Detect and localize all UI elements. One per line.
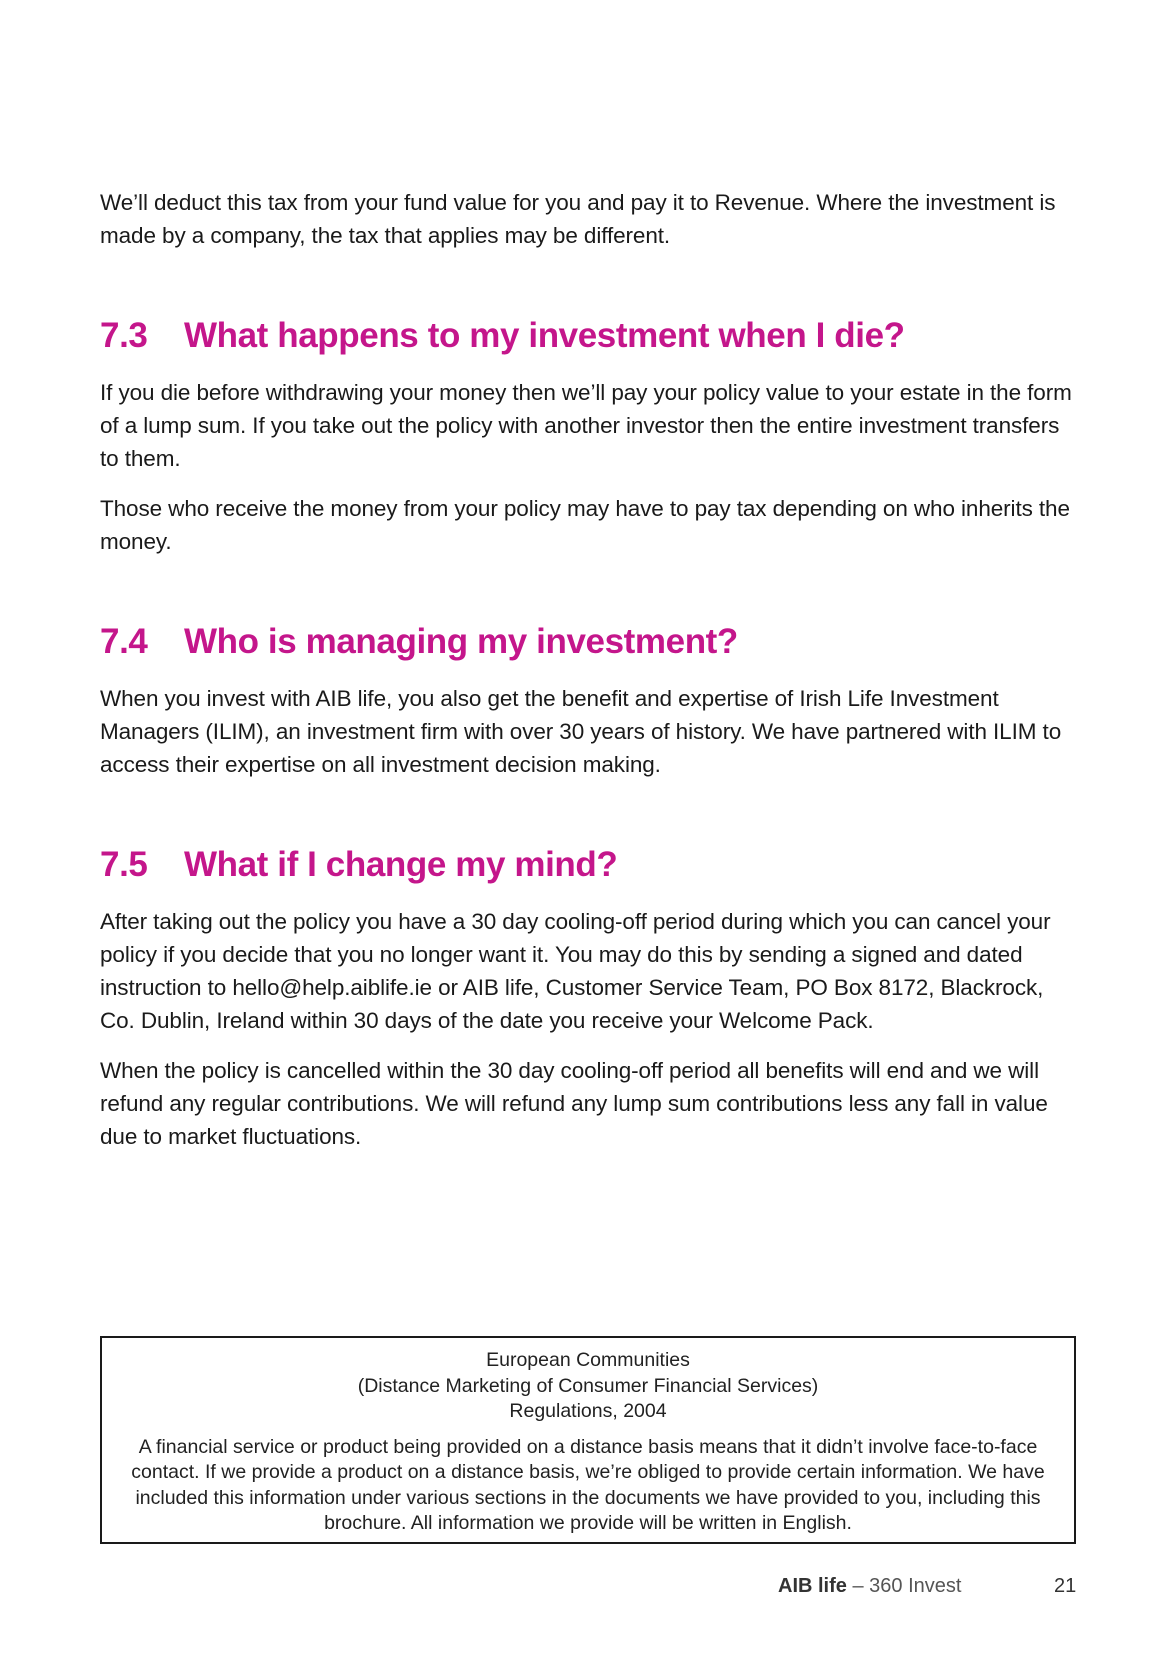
section-paragraph: If you die before withdrawing your money then we’ll pay your policy value to your estate in the form of a lump sum. If you take out the policy with another investor then the entire investment transfers to them. bbox=[100, 380, 1072, 471]
intro-paragraph: We’ll deduct this tax from your fund value for you and pay it to Revenue. Where the investment is made by a company, the tax that applies may be different. bbox=[100, 190, 1056, 248]
section-number: 7.3 bbox=[100, 316, 148, 355]
notice-title-line: European Communities bbox=[486, 1349, 690, 1371]
section-paragraph: When you invest with AIB life, you also get the benefit and expertise of Irish Life Investment Managers (ILIM), an investment firm with over 30 years of history. We have partnered with ILIM to access their expertise on all investment decision making. bbox=[100, 686, 1062, 777]
section-heading bbox=[100, 843, 1080, 887]
section-title: What if I change my mind? bbox=[184, 845, 618, 884]
section-paragraph: When the policy is cancelled within the 30 day cooling-off period all benefits will end and we will refund any regular contributions. We will refund any lump sum contributions less any fall in value due to market fluctuations. bbox=[100, 1058, 1048, 1149]
section-title: Who is managing my investment? bbox=[184, 622, 738, 661]
section-7-5 bbox=[100, 843, 1080, 1153]
footer-brand: AIB life bbox=[778, 1575, 847, 1597]
document-body bbox=[100, 186, 1080, 1153]
notice-title-line: Regulations, 2004 bbox=[509, 1400, 667, 1422]
regulatory-notice-box bbox=[100, 1336, 1076, 1544]
page-number: 21 bbox=[1054, 1575, 1077, 1597]
footer-separator: – bbox=[846, 1575, 870, 1597]
section-heading bbox=[100, 620, 1080, 664]
footer-product: 360 Invest bbox=[869, 1575, 962, 1597]
section-paragraph: After taking out the policy you have a 30 day cooling-off period during which you can cancel your policy if you decide that you no longer want it. You may do this by sending a signed and dated instruction to hello@help.aiblife.ie or AIB life, Customer Service Team, PO Box 8172, Blackrock, Co. Dublin, Ireland within 30 days of the date you receive your Welcome Pack. bbox=[100, 909, 1051, 1033]
section-7-4 bbox=[100, 620, 1080, 781]
notice-title-line: (Distance Marketing of Consumer Financial Services) bbox=[357, 1374, 819, 1397]
section-number: 7.5 bbox=[100, 845, 148, 884]
page-footer bbox=[778, 1574, 961, 1598]
notice-body: A financial service or product being provided on a distance basis means that it didn’t involve face-to-face contact. If we provide a product on a distance basis, we’re obliged to provide certain information. We have included this information under various sections in the documents we have provided to you, including this brochure. All information we provide will be written in English. bbox=[131, 1435, 1045, 1534]
section-title: What happens to my investment when I die? bbox=[184, 316, 905, 355]
section-7-3 bbox=[100, 314, 1080, 558]
section-paragraph: Those who receive the money from your policy may have to pay tax depending on who inherits the money. bbox=[100, 496, 1070, 554]
section-number: 7.4 bbox=[100, 622, 148, 661]
section-heading bbox=[100, 314, 1080, 358]
